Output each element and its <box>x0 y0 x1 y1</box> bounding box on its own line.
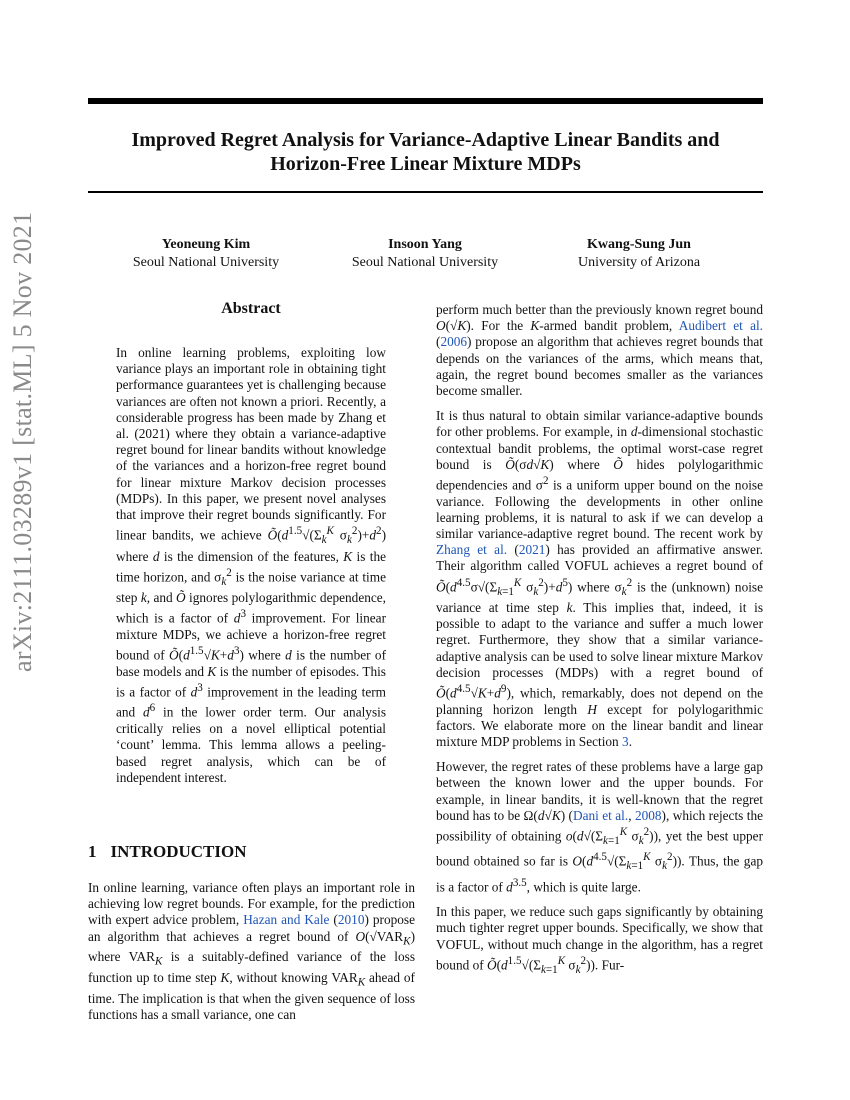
abstract-heading: Abstract <box>221 300 281 317</box>
abstract-paragraph: In online learning problems, exploiting low variance plays an important role in obtaining tight performance guarantees yet is challenging because variances are often not known a priori. Recently, a considerable progress has been made by Zhang et al. (2021) where they obtain a variance-adaptive regret bound for linear bandits without knowledge of the variances and a horizon-free regret bound for linear mixture Markov decision processes (MDPs). In this paper, we present novel analyses that improve their regret bounds significantly. For linear bandits, we achieve $Õ(d^{1.5}√(\Sigma_k^K$ $\sigma_k^2)+d^2$) where d is the dimension of the features, K is the time horizon, and $\sigma_k^2$ is the noise variance at time step k, and Õ ignores polylogarithmic dependence, which is a factor of $d^3$ improvement. For linear mixture MDPs, we achieve a horizon-free regret bound of $Õ(d^{1.5}√K+d^3)$ where d is the number of base models and K is the number of episodes. This is a factor of $d^3$ improvement in the leading term and $d^6$ in the lower order term. Our analysis critically relies on a novel elliptical potential ‘count’ lemma. This lemma allows a peeling-based regret analysis, which can be of independent interest. <box>116 345 387 785</box>
citation-year-link[interactable]: 2006 <box>440 334 468 350</box>
intro-paragraph: However, the regret rates of these problems have a large gap between the known lower and the upper bounds. For example, in linear bandits, it is well-known that the regret bound has to be Ω(d√K) (Dani et al., 2008), which rejects the possibility of obtaining $o(d√(\Sigma_{k=1}^K$ $\sigma_k^2$)), yet the best upper bound obtained so far is $O(d^{4.5}√(\Sigma_{k=1}^K$ $\sigma_k^2$)). Thus, the gap is a factor of $d^{3.5}$, which is quite large. <box>436 759 764 894</box>
author-3 <box>539 236 739 272</box>
citation-year-link[interactable]: 2010 <box>337 912 365 928</box>
citation-link[interactable]: Zhang et al. <box>436 542 508 558</box>
author-affiliation: University of Arizona <box>577 255 701 270</box>
intro-paragraph: It is thus natural to obtain similar variance-adaptive bounds for other problems. For example, in d-dimensional stochastic contextual bandit problems, the optimal worst-case regret bound is Õ(σd√K) where Õ hides polylogarithmic dependencies and $\sigma^2$ is a uniform upper bound on the noise variance. Following the developments in other online learning problems, it is natural to ask if we can develop a similar variance-adaptive regret bound. The recent work by Zhang et al. (2021) has provided an affirmative answer. Their algorithm called VOFUL achieves a regret bound of $Õ(d^{4.5}\sigma√(\Sigma_{k=1}^K$ $\sigma_k^2)+d^5$) where $\sigma_k^2$ is the (unknown) noise variance at time step k. This implies that, indeed, it is possible to adapt to the variance and suffer a much lower regret. Furthermore, they show that a similar variance-adaptive analysis can be used to solve linear mixture Markov decision processes (MDPs) with a regret bound of $Õ(d^{4.5}√K+d^9)$, which, remarkably, does not depend on the planning horizon length H except for polylogarithmic factors. We elaborate more on the linear bandit and linear mixture MDP problems in Section 3. <box>436 408 764 749</box>
section-1-heading <box>88 842 247 862</box>
intro-right-column <box>436 302 763 987</box>
citation-link[interactable]: Hazan and Kale <box>243 912 330 928</box>
author-name: Insoon Yang <box>388 237 462 252</box>
author-affiliation: Seoul National University <box>351 255 499 270</box>
author-name: Yeoneung Kim <box>161 237 251 252</box>
citation-year-link[interactable]: 2021 <box>518 542 546 558</box>
author-2 <box>325 236 525 272</box>
title-line-2: Horizon-Free Linear Mixture MDPs <box>270 153 581 175</box>
author-name: Kwang-Sung Jun <box>587 237 691 252</box>
title-bottom-rule <box>88 191 763 193</box>
section-ref-link[interactable]: 3 <box>622 734 629 749</box>
title-top-rule <box>88 98 763 104</box>
title-line-1: Improved Regret Analysis for Variance-Adaptive Linear Bandits and <box>131 129 720 151</box>
citation-link[interactable]: Dani et al. <box>572 807 629 823</box>
section-number: 1 <box>88 842 97 861</box>
author-1 <box>106 236 306 272</box>
paper-title <box>88 128 763 176</box>
intro-paragraph: In online learning, variance often plays an important role in achieving low regret bounds. For example, for the prediction with expert advice problem, Hazan and Kale (2010) propose an algorithm that achieves a regret bound of $O(√VAR_K)$ where $VAR_K$ is a suitably-defined variance of the loss function up to time step K, without knowing $VAR_K$ ahead of time. The implication is that when the given sequence of loss functions has a small variance, one can <box>88 880 415 1023</box>
citation-link[interactable]: Audibert et al. <box>678 318 763 334</box>
intro-paragraph: perform much better than the previously known regret bound O(√K). For the K-armed bandit problem, Audibert et al. (2006) propose an algorithm that achieves regret bounds that depends on the variances of the arms, which means that, again, the regret bound becomes smaller as the variances become smaller. <box>436 302 763 399</box>
author-affiliation: Seoul National University <box>132 255 280 270</box>
arxiv-stamp: arXiv:2111.03289v1 [stat.ML] 5 Nov 2021 <box>8 211 37 672</box>
intro-left-column <box>88 880 415 1033</box>
citation-year-link[interactable]: 2008 <box>634 807 662 823</box>
intro-paragraph: In this paper, we reduce such gaps significantly by obtaining much tighter regret upper bounds. Specifically, we show that VOFUL, without much change in the algorithm, has a regret bound of $Õ(d^{1.5}√(\Sigma_{k=1}^K$ $\sigma_k^2$)). Fur- <box>436 904 763 976</box>
section-title: INTRODUCTION <box>110 842 247 861</box>
abstract-body <box>116 345 386 795</box>
